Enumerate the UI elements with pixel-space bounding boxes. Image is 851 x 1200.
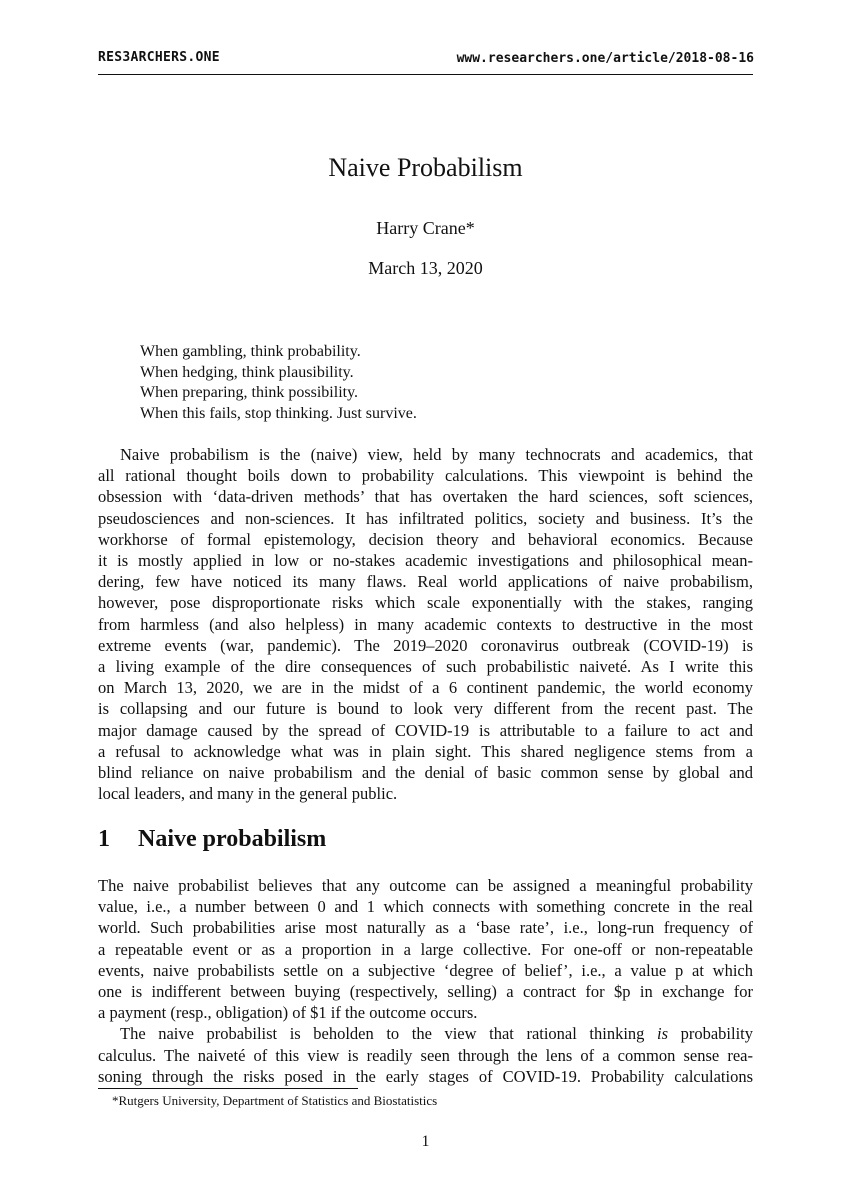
- section-line: calculus. The naiveté of this view is readily seen through the lens of a common sense rea-: [98, 1045, 753, 1065]
- section-line: value, i.e., a number between 0 and 1 which connects with something concrete in the real: [98, 897, 753, 917]
- header-rule: [98, 74, 753, 75]
- abstract-paragraph: [98, 444, 753, 804]
- section-line: The naive probabilist believes that any outcome can be assigned a meaningful probability: [98, 876, 753, 895]
- section-line: a payment (resp., obligation) of $1 if the outcome occurs.: [98, 1003, 478, 1023]
- abstract-line: all rational thought boils down to probability calculations. This viewpoint is behind the: [98, 466, 753, 486]
- abstract-line: blind reliance on naive probabilism and the denial of basic common sense by global and: [98, 763, 753, 783]
- abstract-line: Naive probabilism is the (naive) view, held by many technocrats and academics, that: [120, 445, 753, 464]
- abstract-line: from harmless (and also helpless) in many academic contexts to destructive in the most: [98, 614, 753, 634]
- abstract-line: dering, few have noticed its many flaws. Real world applications of naive probabilism,: [98, 572, 753, 592]
- paper-date: March 13, 2020: [368, 258, 483, 278]
- emphasis-text: is: [657, 1024, 669, 1044]
- abstract-line: however, pose disproportionate risks which scale exponentially with the stakes, ranging: [98, 593, 753, 613]
- abstract-line: on March 13, 2020, we are in the midst of a 6 continent pandemic, the world economy: [98, 678, 753, 698]
- abstract-line: workhorse of formal epistemology, decision theory and behavioral economics. Because: [98, 529, 753, 549]
- section-number: 1: [98, 826, 110, 852]
- section-line: events, naive probabilists settle on a subjective ‘degree of belief’, i.e., a value p at which: [98, 960, 753, 980]
- abstract-line: obsession with ‘data-driven methods’ that has overtaken the hard sciences, soft sciences,: [98, 487, 753, 507]
- footnote: *Rutgers University, Department of Statistics and Biostatistics: [112, 1093, 438, 1108]
- abstract-line: is collapsing and our future is bound to look very different from the recent past. The: [98, 699, 753, 719]
- section-text: probability: [668, 1024, 753, 1044]
- researchers-one-logo: RES3ARCHERS.ONE: [98, 50, 220, 65]
- section-line: one is indifferent between buying (respectively, selling) a contract for $p in exchange for: [98, 982, 753, 1002]
- page-number: 1: [421, 1133, 430, 1150]
- section-line: world. Such probabilities arise most naturally as a ‘base rate’, i.e., long-run frequency of: [98, 918, 753, 938]
- abstract-line: pseudosciences and non-sciences. It has infiltrated politics, society and business. It’s the: [98, 508, 753, 528]
- section-line: a repeatable event or as a proportion in a large collective. For one-off or non-repeatable: [98, 939, 753, 959]
- epigraph-line: When gambling, think probability.: [140, 343, 361, 360]
- abstract-line: it is mostly applied in low or no-stakes academic investigations and philosophical mean-: [98, 551, 753, 571]
- epigraph: [140, 342, 417, 424]
- epigraph-line: When preparing, think possibility.: [140, 384, 359, 401]
- abstract-line: a living example of the dire consequences of such probabilistic naiveté. As I write this: [98, 657, 753, 677]
- section-heading: [98, 826, 326, 853]
- section-line: soning through the risks posed in the early stages of COVID-19. Probability calculations: [98, 1066, 753, 1086]
- paper-title: Naive Probabilism: [328, 153, 523, 182]
- epigraph-line: When this fails, stop thinking. Just survive.: [140, 404, 417, 422]
- article-url[interactable]: www.researchers.one/article/2018-08-16: [456, 51, 754, 66]
- epigraph-line: When hedging, think plausibility.: [140, 363, 354, 381]
- section-body: [98, 875, 753, 1087]
- abstract-line: extreme events (war, pandemic). The 2019–2020 coronavirus outbreak (COVID-19) is: [98, 635, 753, 655]
- abstract-line: major damage caused by the spread of COVID-19 is attributable to a failure to act and: [98, 720, 753, 740]
- section-text: The naive probabilist is beholden to the view that rational thinking: [120, 1024, 657, 1044]
- abstract-line: a refusal to acknowledge what was in plain sight. This shared negligence stems from a: [98, 741, 753, 761]
- footnote-rule: [98, 1088, 358, 1089]
- section-line: [98, 1023, 753, 1044]
- section-title: Naive probabilism: [138, 826, 327, 852]
- abstract-line: local leaders, and many in the general public.: [98, 784, 398, 804]
- paper-author: Harry Crane*: [376, 218, 475, 238]
